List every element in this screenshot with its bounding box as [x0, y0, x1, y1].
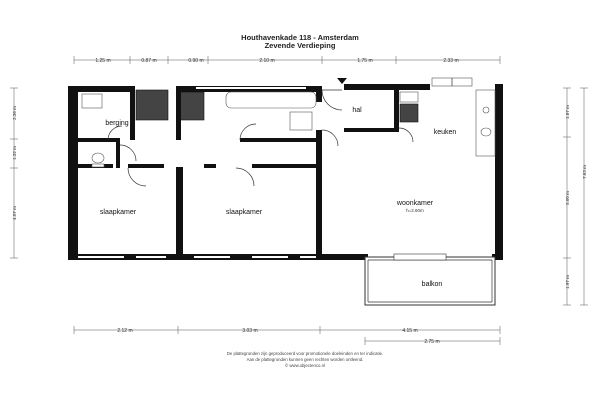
top-dim-4: 2.10 m — [259, 58, 275, 64]
top-dim-3: 0.90 m — [188, 58, 204, 64]
room-label-slaapkamer-2: slaapkamer — [225, 209, 263, 216]
room-label-slaapkamer-1: slaapkamer — [99, 209, 137, 216]
left-dim-1: 2.36 m — [12, 106, 17, 120]
woonkamer-height: h=2.60m — [406, 208, 424, 213]
plan-floor-title: Zevende Verdieping — [264, 41, 336, 50]
room-label-hal: hal — [352, 107, 362, 114]
shaft-2 — [180, 92, 204, 120]
right-dim-total: 7.63 m — [582, 165, 587, 179]
shaft-3 — [400, 104, 418, 122]
room-label-keuken: keuken — [433, 129, 457, 136]
bedroom-2-door-swing — [236, 168, 254, 186]
left-dim-2: 1.32 m — [12, 146, 17, 160]
right-dim-3: 1.97 m — [565, 275, 570, 289]
top-dim-1: 1.25 m — [95, 58, 111, 64]
bottom-dim-2: 3.03 m — [242, 328, 258, 334]
keuken-door-swing — [399, 128, 413, 142]
bathroom-counter — [290, 112, 312, 130]
toilet-door-swing — [120, 145, 136, 161]
top-dim-6: 2.33 m — [443, 58, 459, 64]
footer-line-2: Aan de plattegronden kunnen geen rechten worden ontleend. — [246, 357, 364, 362]
bottom-dim-balcony: 2.75 m — [424, 339, 440, 345]
top-dimension-line — [74, 56, 500, 64]
left-dim-3: 4.07 m — [12, 206, 17, 220]
bottom-dim-1: 2.12 m — [117, 328, 133, 334]
berging-door-swing — [108, 126, 122, 140]
bottom-dim-3: 4.15 m — [402, 328, 418, 334]
top-dim-2: 0.87 m — [141, 58, 157, 64]
entrance-door-swing — [322, 90, 342, 110]
kitchen-appliance — [400, 92, 418, 102]
room-label-berging: berging — [105, 120, 129, 127]
washing-machine — [82, 94, 102, 108]
right-dim-1: 1.87 m — [565, 105, 570, 119]
plan-address-title: Houthavenkade 118 - Amsterdam — [241, 33, 359, 42]
hal-door-swing — [322, 130, 338, 146]
kitchen-sink — [481, 128, 491, 136]
bedroom-1-door-swing — [128, 168, 146, 186]
balcony-door-top — [432, 78, 472, 86]
stove-burner-icon — [483, 107, 489, 113]
toilet — [92, 153, 104, 163]
shaft-1 — [136, 90, 168, 120]
toilet-tank — [92, 164, 104, 167]
kitchen-counter — [476, 90, 495, 156]
bathroom-door-swing — [240, 124, 256, 140]
right-dim-2: 5.00 m — [565, 191, 570, 205]
room-label-woonkamer: woonkamer — [396, 200, 434, 207]
room-label-balkon: balkon — [421, 281, 443, 288]
entrance-arrow-icon — [337, 78, 347, 84]
footer-line-1: De plattegronden zijn geproduceerd voor promotionele doeleinden en ter indicatie. — [226, 351, 384, 356]
footer-line-3: © www.objectenco.nl — [285, 363, 325, 368]
bathtub — [226, 92, 316, 108]
balkon-door — [394, 254, 446, 260]
top-dim-5: 1.75 m — [357, 58, 373, 64]
interior-walls — [78, 90, 399, 260]
